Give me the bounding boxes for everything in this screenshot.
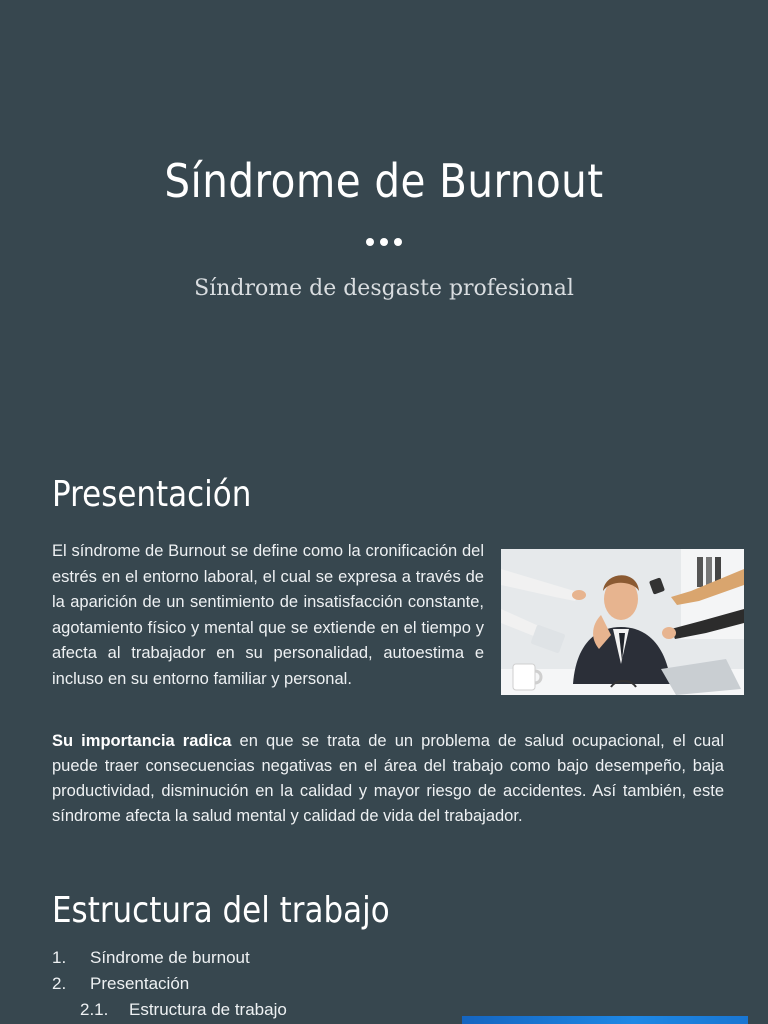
dot bbox=[366, 238, 374, 246]
presentation-paragraph: El síndrome de Burnout se define como la cronificación del estrés en el entorno laboral, el cual se expresa a través de la aparición de un sentimiento de insatisfacción constante, agotamiento físico y mental que se extiende en el tiempo y afecta al trabajador en su personalidad, autoestima e incluso en su entorno familiar y personal. bbox=[52, 542, 484, 688]
list-item-label: Presentación bbox=[90, 974, 190, 993]
list-item-number: 1. bbox=[52, 948, 67, 967]
list-item-number: 2. bbox=[52, 974, 67, 993]
list-item bbox=[52, 945, 452, 971]
page-subtitle: Síndrome de desgaste profesional bbox=[194, 276, 574, 301]
partial-image bbox=[462, 1016, 748, 1024]
importance-paragraph bbox=[52, 729, 724, 829]
list-item-label: Estructura de trabajo bbox=[129, 1000, 287, 1019]
list-item-number: 2.1. bbox=[80, 1000, 109, 1019]
section-heading-presentacion: Presentación bbox=[52, 474, 252, 515]
list-item bbox=[52, 971, 452, 997]
dot bbox=[394, 238, 402, 246]
separator-dots bbox=[0, 238, 768, 246]
importance-bold-lead: Su importancia radica bbox=[52, 732, 232, 750]
page-title: Síndrome de Burnout bbox=[164, 154, 604, 208]
section-heading-estructura: Estructura del trabajo bbox=[52, 890, 390, 931]
list-item-label: Síndrome de burnout bbox=[90, 948, 250, 967]
importance-text: en que se trata de un problema de salud ocupacional, el cual puede traer consecuencias negativas en el área del trabajo como bajo desempeño, baja productividad, disminución en la calidad y mayor riesgo de accidentes. Así también, este síndrome afecta la salud mental y calidad de vida del trabajador. bbox=[52, 732, 724, 825]
structure-list bbox=[52, 945, 452, 1023]
dot bbox=[380, 238, 388, 246]
burnout-photo bbox=[501, 549, 744, 695]
list-item bbox=[52, 997, 452, 1023]
